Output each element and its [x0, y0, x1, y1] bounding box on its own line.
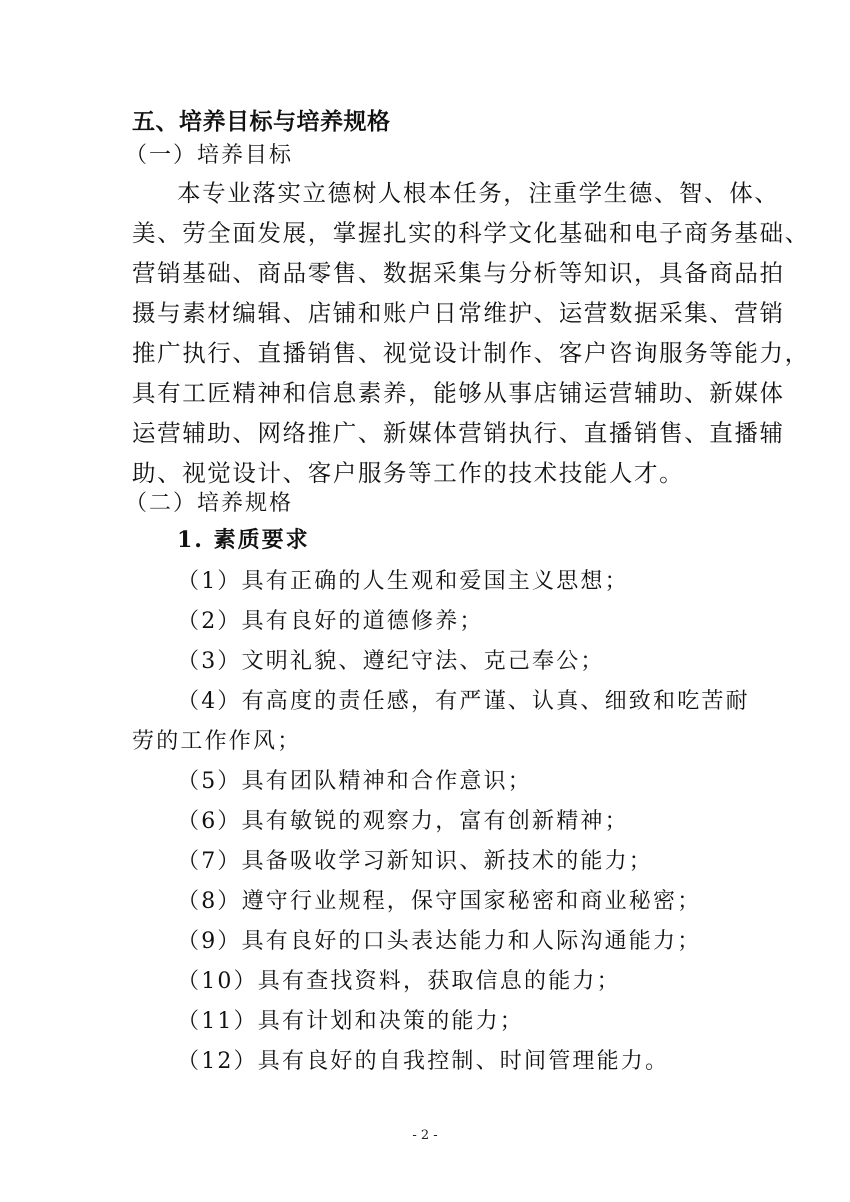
goal-paragraph-line: 本专业落实立德树人根本任务，注重学生德、智、体、 [177, 179, 780, 207]
requirement-item: （4）有高度的责任感，有严谨、认真、细致和吃苦耐 [177, 689, 750, 714]
goal-paragraph-line: 营销基础、商品零售、数据采集与分析等知识，具备商品拍 [132, 259, 785, 287]
requirement-item: （1）具有正确的人生观和爱国主义思想； [177, 569, 629, 594]
quality-requirements-heading: 1. 素质要求 [177, 527, 310, 553]
goal-paragraph-line: 运营辅助、网络推广、新媒体营销执行、直播销售、直播辅 [132, 419, 785, 447]
requirement-item: （6）具有敏锐的观察力，富有创新精神； [177, 809, 629, 834]
goal-paragraph-line: 助、视觉设计、客户服务等工作的技术技能人才。 [132, 459, 685, 487]
goal-paragraph-line: 摄与素材编辑、店铺和账户日常维护、运营数据采集、营销 [132, 299, 785, 327]
goal-paragraph-line: 推广执行、直播销售、视觉设计制作、客户咨询服务等能力， [132, 339, 810, 367]
spec-heading: （二）培养规格 [125, 491, 294, 516]
requirement-item: （10）具有查找资料，获取信息的能力； [177, 969, 621, 994]
requirement-item: （7）具备吸收学习新知识、新技术的能力； [177, 849, 653, 874]
requirement-item: （12）具有良好的自我控制、时间管理能力。 [177, 1049, 670, 1074]
requirement-item: （11）具有计划和决策的能力； [177, 1009, 524, 1034]
requirement-item: （5）具有团队精神和合作意识； [177, 769, 532, 794]
requirement-item: （2）具有良好的道德修养； [177, 609, 484, 634]
requirement-item: （3）文明礼貌、遵纪守法、克己奉公； [177, 649, 605, 674]
goal-paragraph-line: 美、劳全面发展，掌握扎实的科学文化基础和电子商务基础、 [132, 219, 810, 247]
requirement-item: （9）具有良好的口头表达能力和人际沟通能力； [177, 929, 702, 954]
requirement-item-continuation: 劳的工作作风； [132, 729, 302, 754]
goal-paragraph-line: 具有工匠精神和信息素养，能够从事店铺运营辅助、新媒体 [132, 379, 785, 407]
requirement-item: （8）遵守行业规程，保守国家秘密和商业秘密； [177, 889, 702, 914]
section-title: 五、培养目标与培养规格 [132, 109, 391, 135]
goal-heading: （一）培养目标 [125, 143, 294, 168]
page-number: - 2 - [412, 1128, 438, 1143]
